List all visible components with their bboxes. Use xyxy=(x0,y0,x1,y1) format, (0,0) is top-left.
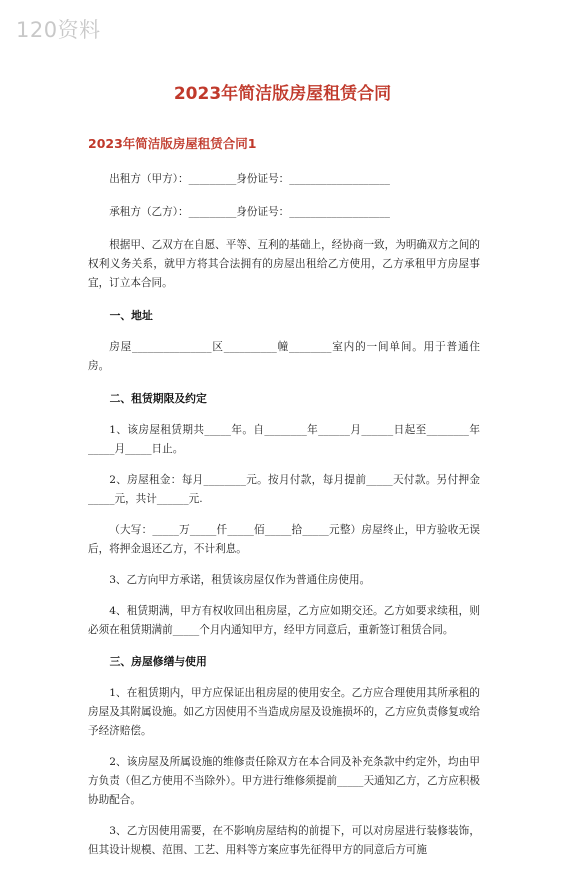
section-heading-repair-use: 三、房屋修缮与使用 xyxy=(109,655,207,668)
document-title: 2023年简洁版房屋租赁合同 xyxy=(173,84,392,104)
lessor-line: 出租方（甲方）：_________身份证号：___________________ xyxy=(109,173,390,185)
lease-term-paragraph-3: （大写：_____万_____仟_____佰_____拾_____元整）房屋终止，甲方验收无误后，将押金退还乙方，不计利息。 xyxy=(88,524,480,555)
lease-term-paragraph-2: 2、房屋租金：每月________元。按月付款，每月提前_____天付款。另付押金_____元，共计______元. xyxy=(88,474,480,505)
intro-paragraph: 根据甲、乙双方在自愿、平等、互利的基础上，经协商一致，为明确双方之间的权利义务关系，就甲方将其合法拥有的房屋出租给乙方使用，乙方承租甲方房屋事宜，订立本合同。 xyxy=(88,239,480,289)
repair-paragraph-2: 2、该房屋及所属设施的维修责任除双方在本合同及补充条款中约定外，均由甲方负责（但乙方使用不当除外）。甲方进行维修须提前_____天通知乙方，乙方应积极协助配合。 xyxy=(88,756,480,806)
contract-body xyxy=(88,170,480,872)
lessee-line: 承租方（乙方）：_________身份证号：___________________ xyxy=(109,206,390,218)
lease-term-paragraph-5: 4、租赁期满，甲方有权收回出租房屋，乙方应如期交还。乙方如要求续租，则必须在租赁期满前_____个月内通知甲方，经甲方同意后，重新签订租赁合同。 xyxy=(88,605,480,636)
watermark-logo: 120资料 xyxy=(16,18,101,42)
section-heading-address: 一、地址 xyxy=(109,309,153,322)
repair-paragraph-3: 3、乙方因使用需要，在不影响房屋结构的前提下，可以对房屋进行装修装饰，但其设计规模、范围、工艺、用料等方案应事先征得甲方的同意后方可施 xyxy=(88,825,480,856)
address-paragraph: 房屋_______________区__________幢________室内的一间单间。用于普通住房。 xyxy=(88,341,480,372)
contract-subtitle: 2023年简洁版房屋租赁合同1 xyxy=(88,136,257,151)
section-heading-lease-term: 二、租赁期限及约定 xyxy=(109,392,207,405)
repair-paragraph-1: 1、在租赁期内，甲方应保证出租房屋的使用安全。乙方应合理使用其所承租的房屋及其附属设施。如乙方因使用不当造成房屋及设施损坏的，乙方应负责修复或给予经济赔偿。 xyxy=(88,687,480,737)
lease-term-paragraph-1: 1、该房屋租赁期共_____年。自________年______月______日起至________年_____月_____日止。 xyxy=(88,424,480,455)
lease-term-paragraph-4: 3、乙方向甲方承诺，租赁该房屋仅作为普通住房使用。 xyxy=(109,574,371,586)
